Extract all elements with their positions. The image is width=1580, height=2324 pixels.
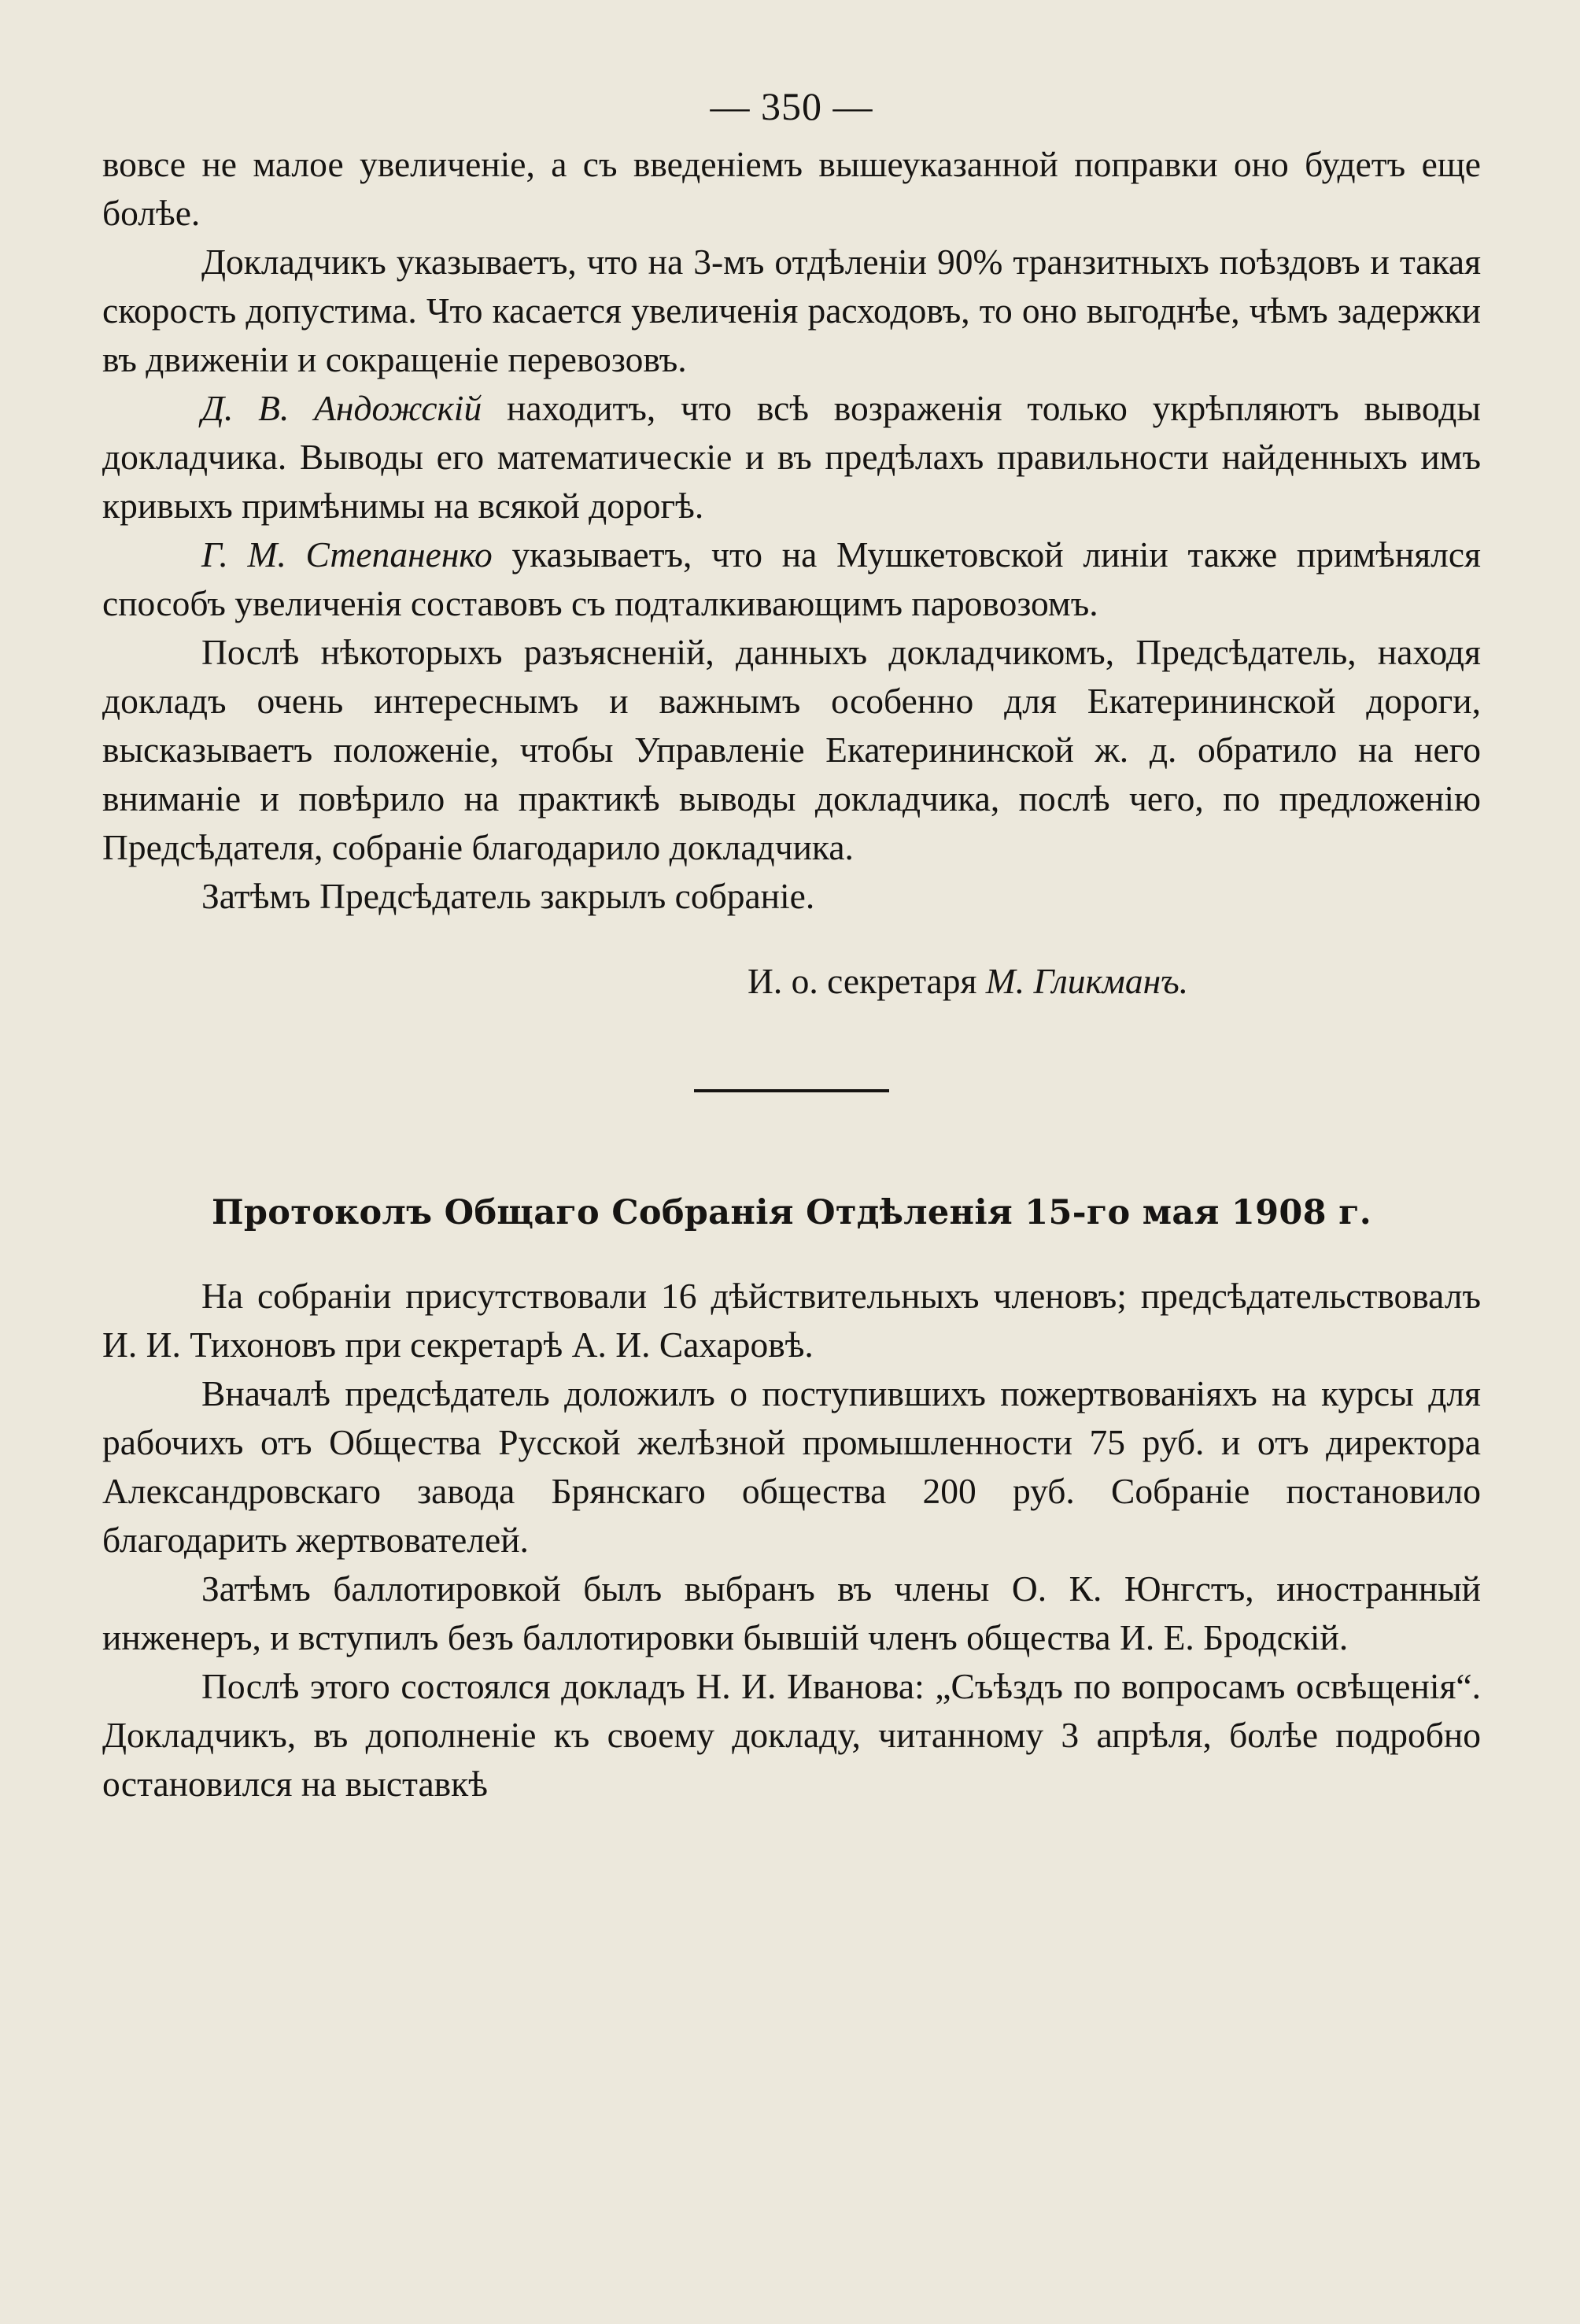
protocol-body	[102, 1272, 1481, 1809]
paragraph-q2	[102, 1369, 1481, 1565]
paragraph-p6	[102, 872, 1481, 921]
speaker-name: Г. М. Степаненко	[201, 534, 493, 575]
paragraph-text: вовсе не малое увеличеніе, а съ введеніемъ вышеуказанной поправки оно будетъ еще болѣе.	[102, 144, 1481, 233]
signature-prefix: И. о. секретаря	[748, 961, 986, 1001]
paragraph-text: Послѣ нѣкоторыхъ разъясненій, данныхъ докладчикомъ, Предсѣдатель, находя докладъ очень интереснымъ и важнымъ особенно для Екатерининской дороги, высказываетъ положеніе, чтобы Управленіе Екатерининской ж. д. обратило на него вниманіе и повѣрило на практикѣ выводы докладчика, послѣ чего, по предложенію Предсѣдателя, собраніе благодарило докладчика.	[102, 632, 1481, 867]
signature-name: М. Гликманъ.	[985, 961, 1189, 1001]
paragraph-text: находитъ, что всѣ возраженія только укрѣпляютъ выводы докладчика. Выводы его математическіе и въ предѣлахъ правильности найденныхъ имъ кривыхъ примѣнимы на всякой дорогѣ.	[102, 388, 1481, 526]
paragraph-text: Послѣ этого состоялся докладъ Н. И. Иванова: „Съѣздъ по вопросамъ освѣщенія“. Докладчикъ, въ дополненіе къ своему докладу, читанному 3 апрѣля, болѣе подробно остановился на выставкѣ	[102, 1666, 1481, 1804]
previous-protocol-continuation	[102, 140, 1481, 921]
secretary-signature	[102, 957, 1481, 1006]
paragraph-q3	[102, 1565, 1481, 1662]
paragraph-p2	[102, 238, 1481, 384]
paragraph-text: Докладчикъ указываетъ, что на 3-мъ отдѣленіи 90% транзитныхъ поѣздовъ и такая скорость допустима. Что касается увеличенія расходовъ, то оно выгоднѣе, чѣмъ задержки въ движеніи и сокращеніе перевозовъ.	[102, 242, 1481, 379]
paragraph-text: указываетъ, что на Мушкетовской линіи также примѣнялся способъ увеличенія составовъ съ подталкивающимъ паровозомъ.	[102, 534, 1481, 623]
paragraph-text: Затѣмъ Предсѣдатель закрылъ собраніе.	[201, 876, 815, 916]
paragraph-q4	[102, 1662, 1481, 1809]
paragraph-q1	[102, 1272, 1481, 1369]
paragraph-p1	[102, 140, 1481, 238]
paragraph-text: Затѣмъ баллотировкой былъ выбранъ въ члены О. К. Юнгстъ, иностранный инженеръ, и вступилъ безъ баллотировки бывшій членъ общества И. Е. Бродскій.	[102, 1568, 1481, 1657]
paragraph-text: Вначалѣ предсѣдатель доложилъ о поступившихъ пожертвованіяхъ на курсы для рабочихъ отъ Общества Русской желѣзной промышленности 75 руб. и отъ директора Александровскаго завода Брянскаго общества 200 руб. Собраніе постановило благодарить жертвователей.	[102, 1373, 1481, 1560]
paragraph-p5	[102, 628, 1481, 872]
page-number: — 350 —	[710, 84, 873, 128]
paragraph-p4	[102, 530, 1481, 628]
speaker-name: Д. В. Андожскій	[201, 388, 482, 428]
paragraph-p3	[102, 384, 1481, 530]
section-divider-rule	[694, 1089, 889, 1092]
protocol-heading: Протоколъ Общаго Собранія Отдѣленія 15-го мая 1908 г.	[212, 1193, 1371, 1232]
paragraph-text: На собраніи присутствовали 16 дѣйствительныхъ членовъ; предсѣдательствовалъ И. И. Тихоновъ при секретарѣ А. И. Сахаровѣ.	[102, 1276, 1481, 1365]
